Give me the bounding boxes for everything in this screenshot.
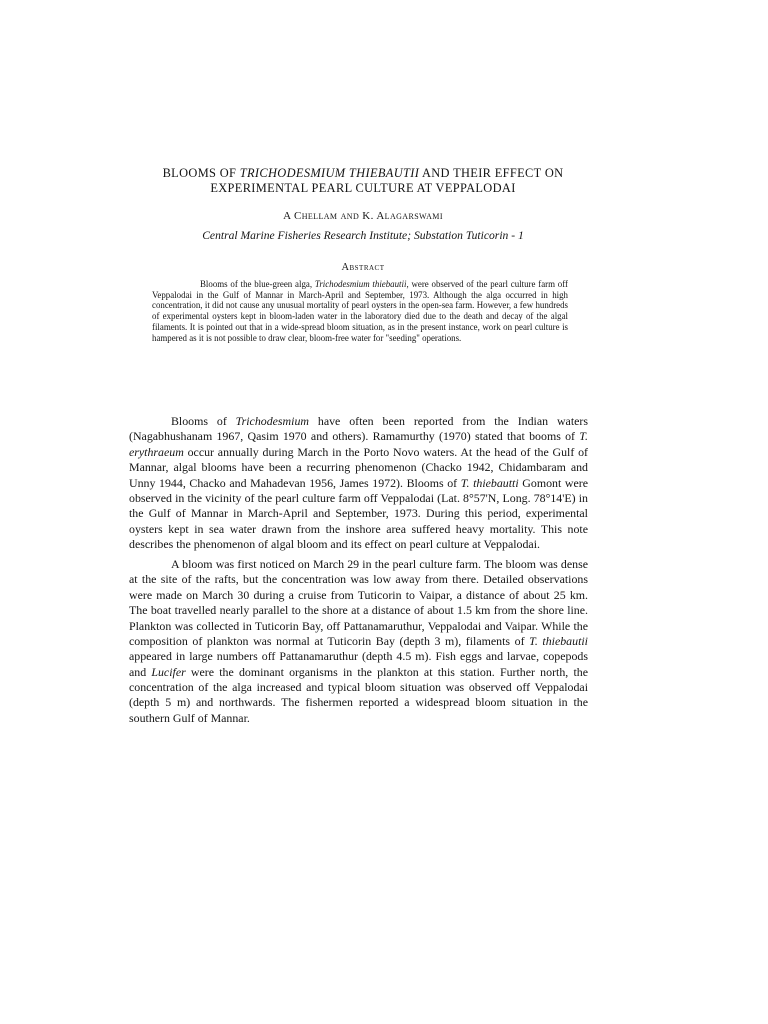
title-line2: EXPERIMENTAL PEARL CULTURE AT VEPPALODAI <box>210 181 516 195</box>
p1-part-c: occur annually during March in the Porto Novo waters. At the head of the Gulf of Mannar, algal blooms have been a recurring phenomenon (Chacko 1942, Chidambaram and Unny 1944, Chacko and Mahadevan 1956, James 1972). Blooms of <box>129 444 588 490</box>
p2-part-b: appeared in large numbers off Pattanamaruthur (depth 4.5 m). Fish eggs and larvae, copepods and <box>129 649 588 679</box>
body-paragraph-1 <box>129 414 588 552</box>
p1-species-b: T. erythraeum <box>129 429 588 459</box>
p1-species-a: Trichodesmium <box>235 414 309 428</box>
abstract-text <box>152 279 568 343</box>
affiliation-line: Central Marine Fisheries Research Institute; Substation Tuticorin - 1 <box>202 229 524 242</box>
p1-part-b: have often been reported from the Indian waters (Nagabhushanam 1967, Qasim 1970 and others). Ramamurthy (1970) stated that booms of <box>129 414 588 444</box>
p2-species-b: Lucifer <box>151 664 186 679</box>
p2-part-c: were the dominant organisms in the plankton at this station. Further north, the concentration of the alga increased and typical bloom situation was observed off Veppalodai (depth 5 m) and northwards. The fishermen reported a widespread bloom situation in the southern Gulf of Mannar. <box>129 664 588 725</box>
p1-part-d: Gomont were observed in the vicinity of the pearl culture farm off Veppalodai (Lat. 8°57'N, Long. 78°14'E) in the Gulf of Mannar in March-April and September, 1973. During this period, experimental oysters kept in sea water drawn from the inshore area suffered heavy mortality. This note describes the phenomenon of algal bloom and its effect on pearl culture at Veppalodai. <box>129 475 588 551</box>
p2-part-a: A bloom was first noticed on March 29 in the pearl culture farm. The bloom was dense at the site of the rafts, but the concentration was low away from there. Detailed observations were made on March 30 during a cruise from Tuticorin to Vaipar, a distance of about 25 km. The boat travelled nearly parallel to the shore at a distance of about 1.5 km from the shore line. Plankton was collected in Tuticorin Bay, off Pattanamaruthur, Veppalodai and Vaipar. While the composition of plankton was normal at Tuticorin Bay (depth 3 m), filaments of <box>129 557 588 648</box>
p2-species-a: T. thiebautii <box>529 633 588 648</box>
abstract-part-2: , were observed of the pearl culture farm off Veppalodai in the Gulf of Mannar in March-April and September, 1973. Although the alga occurred in high concentration, it did not cause any unusual mortality of pearl oysters in the open-sea farm. However, a few hundreds of experimental oysters kept in bloom-laden water in the laboratory died due to the death and decay of the algal filaments. It is pointed out that in a wide-spread bloom situation, as in the present instance, work on pearl culture is hampered as it is not possible to draw clear, bloom-free water for "seeding" operations. <box>152 279 568 343</box>
paper-title <box>118 166 608 196</box>
title-line1-post: AND THEIR EFFECT ON <box>419 166 564 180</box>
p1-part-a: Blooms of <box>171 414 236 428</box>
title-line1-pre: BLOOMS OF <box>162 166 240 180</box>
abstract-part-1: Blooms of the blue-green alga, <box>200 279 315 289</box>
title-line1-species: TRICHODESMIUM THIEBAUTII <box>239 166 420 180</box>
author-line: A Chellam and K. Alagarswami <box>283 210 443 222</box>
abstract-heading: Abstract <box>341 262 385 273</box>
p1-species-c: T. thiebautti <box>460 475 519 490</box>
abstract-species: Trichodesmium thiebautii <box>314 279 407 289</box>
body-paragraph-2 <box>129 557 588 726</box>
